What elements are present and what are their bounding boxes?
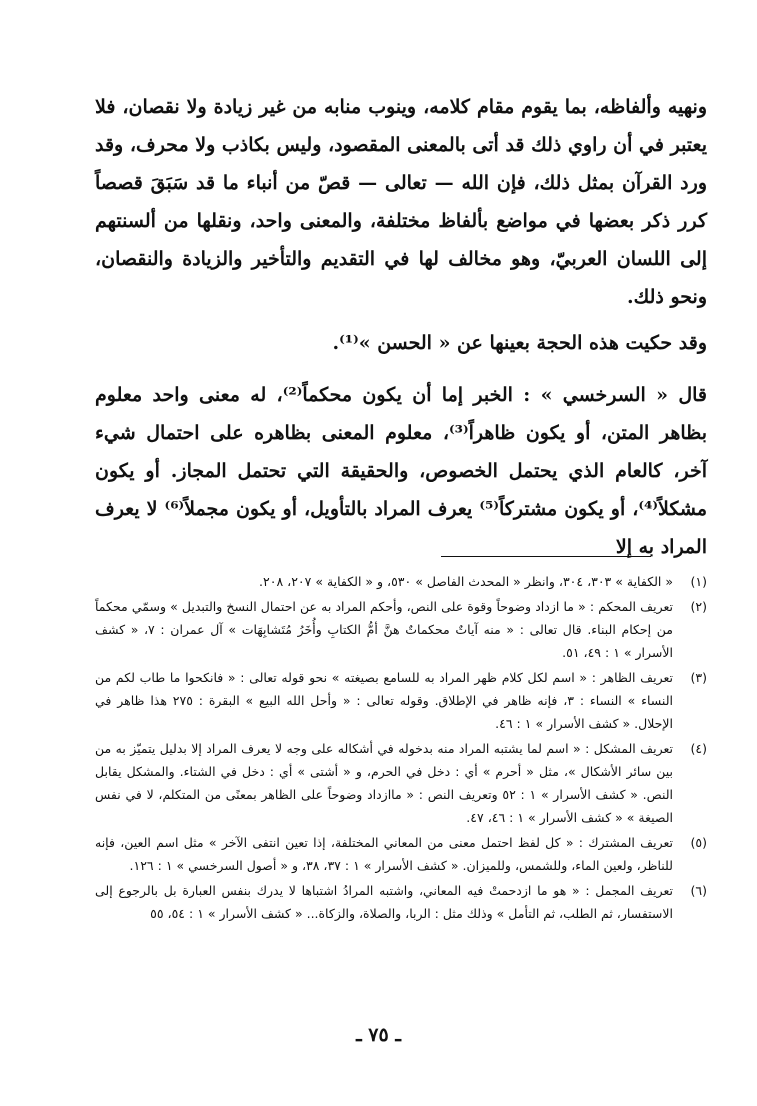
footnote-text: تعريف المجمل : « هو ما ازدحمتْ فيه المعاني، واشتبه المرادُ اشتباها لا يدرك بنفس العبارة بل بالرجوع إلى الاستفسار، ثم الطلب، ثم التأمل » وذلك مثل : الربا، والصلاة، والزكاة... « كشف الأسرار » ١ : ٥٤، ٥٥ (95, 883, 673, 921)
footnote-number: (٥) (690, 835, 707, 850)
main-text (95, 88, 707, 566)
footnote-4 (95, 737, 707, 829)
footnote-number: (٢) (690, 599, 707, 614)
footnote-number: (٦) (690, 883, 707, 898)
paragraph-2: وقد حكيت هذه الحجة بعينها عن « الحسن »⁽¹⁾. (332, 332, 707, 354)
footnote-text: تعريف الظاهر : « اسم لكل كلام ظهر المراد به للسامع بصيغته » نحو قوله تعالى : « فانكحوا ما طاب لكم من النساء » النساء : ٣، فإنه ظاهر في الإطلاق. وقوله تعالى : « وأحل الله البيع » البقرة : ٢٧٥ هذا ظاهر في الإحلال. « كشف الأسرار » ١ : ٤٦. (95, 670, 673, 731)
footnotes (95, 570, 707, 927)
footnote-1 (95, 570, 707, 593)
page-number: ـ ٧٥ ـ (356, 1024, 401, 1046)
footnote-5 (95, 831, 707, 877)
footnote-text: تعريف المشكل : « اسم لما يشتبه المراد منه بدخوله في أشكاله على وجه لا يعرف المراد إلا بدليل يتميّز به من بين سائر الأشكال »، مثل « أحرم » أي : دخل في الحرم، و « أشتى » أي : دخل في الشتاء. والمشكل يقابل النص. « كشف الأسرار » ١ : ٥٢ وتعريف النص : « ماازداد وضوحاً على الظاهر بمعنًى من المتكلم، لا في نفس الصيغة » « كشف الأسرار » ١ : ٤٦، ٤٧. (95, 741, 673, 825)
footnote-number: (٤) (690, 741, 707, 756)
footnote-text: تعريف المحكم : « ما ازداد وضوحاً وقوة على النص، وأحكم المراد به عن احتمال النسخ والتبديل » وسمّي محكماً من إحكام البناء. قال تعالى : « منه آياتٌ محكماتٌ هنَّ أمُّ الكتابِ وأُخَرُ مُتَشابِهَات » آل عمران : ٧، « كشف الأسرار » ١ : ٤٩، ٥١. (95, 599, 673, 660)
footnote-6 (95, 879, 707, 925)
paragraph-1: ونهيه وألفاظه، بما يقوم مقام كلامه، وينوب منابه من غير زيادة ولا نقصان، فلا يعتبر في أن راوي ذلك قد أتى بالمعنى المقصود، وليس بكاذب ولا محرف، وقد ورد القرآن بمثل ذلك، فإن الله — تعالى — قصّ من أنباء ما قد سَبَقَ قصصاً كرر ذكر بعضها في مواضع بألفاظ مختلفة، والمعنى واحد، ونقلها من ألسنتهم إلى اللسان العربيّ، وهو مخالف لها في التقديم والتأخير والزيادة والنقصان، ونحو ذلك. (95, 96, 707, 308)
footnote-divider (441, 556, 651, 557)
footnote-number: (١) (690, 574, 707, 589)
footnote-number: (٣) (690, 670, 707, 685)
footnote-text: « الكفاية » ٣٠٣، ٣٠٤، وانظر « المحدث الفاصل » ٥٣٠، و « الكفاية » ٢٠٧، ٢٠٨. (259, 574, 673, 589)
paragraph-3: قال « السرخسي » : الخبر إما أن يكون محكماً⁽²⁾، له معنى واحد معلوم بظاهر المتن، أو يكون ظاهراً⁽³⁾، معلوم المعنى بظاهره على احتمال شيء آخر، كالعام الذي يحتمل الخصوص، والحقيقة التي تحتمل المجاز. أو يكون مشكلاً⁽⁴⁾، أو يكون مشتركاً⁽⁵⁾ يعرف المراد بالتأويل، أو يكون مجملاً⁽⁶⁾ لا يعرف المراد به إلا (95, 384, 708, 558)
footnote-text: تعريف المشترك : « كل لفظ احتمل معنى من المعاني المختلفة، إذا تعين انتفى الآخر » مثل اسم العين، فإنه للناظر، ولعين الماء، وللشمس، وللميزان. « كشف الأسرار » ١ : ٣٧، ٣٨، و « أصول السرخسي » ١ : ١٢٦. (95, 835, 673, 873)
footnote-2 (95, 595, 707, 664)
footnote-3 (95, 666, 707, 735)
